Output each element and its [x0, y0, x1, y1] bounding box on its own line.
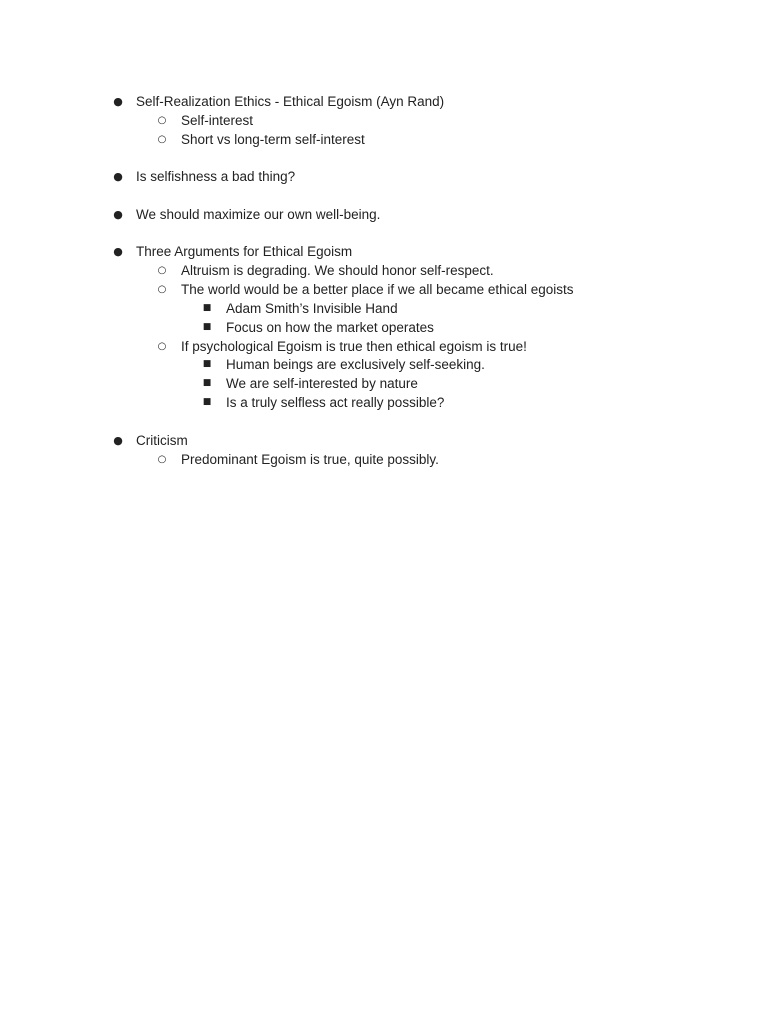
sub-sub-list-item-text: Is a truly selfless act really possible? [226, 395, 445, 410]
list-item-text: Is selfishness a bad thing? [136, 169, 296, 184]
bullet-icon: ● [113, 245, 123, 258]
square-bullet-icon: ■ [202, 378, 212, 388]
circle-bullet-icon: ○ [157, 284, 167, 295]
square-bullet-icon: ■ [202, 359, 212, 369]
circle-bullet-icon: ○ [157, 115, 167, 126]
circle-bullet-icon: ○ [157, 265, 167, 276]
bullet-icon: ● [113, 95, 123, 108]
sub-list-item-text: Predominant Egoism is true, quite possibly. [181, 452, 439, 467]
square-bullet-icon: ■ [202, 322, 212, 332]
circle-bullet-icon: ○ [157, 454, 167, 465]
sub-list-item-text: If psychological Egoism is true then ethical egoism is true! [181, 339, 527, 354]
sub-list-item-text: The world would be a better place if we all became ethical egoists [181, 282, 574, 297]
bullet-icon: ● [113, 434, 123, 447]
bullet-icon: ● [113, 170, 123, 183]
sub-sub-list-item-text: Focus on how the market operates [226, 320, 434, 335]
sub-list-item-text: Self-interest [181, 113, 254, 128]
bullet-icon: ● [113, 208, 123, 221]
square-bullet-icon: ■ [202, 397, 212, 407]
list-item-text: Self-Realization Ethics - Ethical Egoism (Ayn Rand) [136, 94, 445, 109]
sub-sub-list-item-text: We are self-interested by nature [226, 376, 418, 391]
list-item-text: Criticism [136, 433, 188, 448]
square-bullet-icon: ■ [202, 303, 212, 313]
circle-bullet-icon: ○ [157, 341, 167, 352]
sub-sub-list-item-text: Adam Smith’s Invisible Hand [226, 301, 398, 316]
sub-list-item-text: Altruism is degrading. We should honor self-respect. [181, 263, 494, 278]
list-item-text: Three Arguments for Ethical Egoism [136, 244, 353, 259]
circle-bullet-icon: ○ [157, 134, 167, 145]
list-item-text: We should maximize our own well-being. [136, 207, 381, 222]
sub-sub-list-item-text: Human beings are exclusively self-seeking. [226, 357, 485, 372]
sub-list-item-text: Short vs long-term self-interest [181, 132, 365, 147]
